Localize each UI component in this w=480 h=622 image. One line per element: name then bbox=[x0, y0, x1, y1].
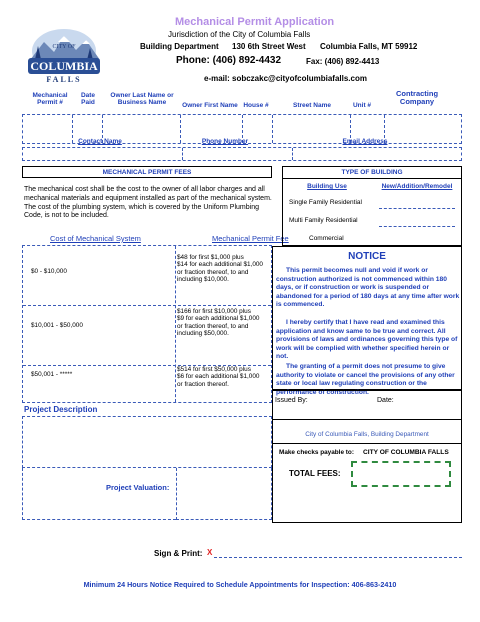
fee-amount: $514 for first $50,000 plus $6 for each additional $1,000 or fraction thereof. bbox=[177, 366, 260, 388]
fee-divider bbox=[175, 246, 176, 402]
fee-heading: Mechanical Permit Fee bbox=[212, 234, 289, 243]
contact-row bbox=[22, 147, 462, 161]
sign-mark: X bbox=[207, 548, 213, 557]
footer-notice: Minimum 24 Hours Notice Required to Schedule Appointments for Inspection: 406-863-2410 bbox=[83, 580, 397, 589]
fee-amount: $166 for first $10,000 plus $9 for each additional $1,000 or fraction thereof, to and including $50,000. bbox=[177, 308, 260, 338]
total-fees-field[interactable] bbox=[351, 461, 451, 487]
issued-by-label: Issued By: bbox=[275, 397, 308, 404]
fee-range: $0 - $10,000 bbox=[31, 268, 67, 275]
col-owner-first: Owner First Name bbox=[182, 102, 238, 109]
fee-range: $50,001 - ***** bbox=[31, 371, 73, 378]
new-addition-heading: New/Addition/Remodel bbox=[381, 183, 453, 190]
issue-date-label: Date: bbox=[377, 397, 394, 404]
col-contact-name: Contact Name bbox=[78, 138, 122, 145]
phone-number-field[interactable] bbox=[183, 148, 293, 160]
logo-line-city: CITY OF bbox=[52, 44, 76, 50]
new-addition-multi-field[interactable] bbox=[379, 215, 455, 227]
logo-line-columbia: COLUMBIA bbox=[30, 59, 98, 73]
fee-row-2 bbox=[23, 306, 271, 366]
email-address-field[interactable] bbox=[293, 148, 461, 160]
issued-by-field[interactable] bbox=[313, 395, 373, 405]
notice-para-1: This permit becomes null and void if work or construction authorized is not commenced within 180 days, or if construction or work is suspended or abandoned for a period of 180 days at any time after work is commenced. bbox=[276, 267, 460, 309]
building-heading-rule bbox=[283, 178, 461, 179]
col-contracting: Contracting Company bbox=[395, 89, 439, 107]
building-heading: TYPE OF BUILDING bbox=[341, 169, 403, 176]
column-headers bbox=[22, 90, 462, 114]
issue-box bbox=[272, 390, 462, 523]
department-email: e-mail: sobczakc@cityofcolumbiafalls.com bbox=[204, 74, 367, 83]
department-phone: Phone: (406) 892-4432 bbox=[176, 55, 282, 66]
building-type-multi: Multi Family Residential bbox=[289, 217, 358, 224]
department-street: 130 6th Street West bbox=[232, 42, 306, 51]
project-description-label: Project Description bbox=[24, 405, 98, 414]
col-unit: Unit # bbox=[352, 102, 372, 109]
col-date-paid: Date Paid bbox=[80, 92, 96, 107]
checks-payable-to: CITY OF COLUMBIA FALLS bbox=[363, 449, 449, 456]
building-type-box bbox=[282, 166, 462, 246]
issue-rule-2 bbox=[273, 443, 461, 444]
col-phone-number: Phone Number bbox=[201, 138, 249, 145]
checks-payable-label: Make checks payable to: bbox=[279, 449, 354, 456]
building-use-heading: Building Use bbox=[307, 183, 347, 190]
jurisdiction-line: Jurisdiction of the City of Columbia Falls bbox=[168, 30, 311, 39]
contact-name-field[interactable] bbox=[23, 148, 183, 160]
fee-row-1 bbox=[23, 246, 271, 306]
project-valuation-field[interactable] bbox=[176, 468, 272, 520]
department-name: Building Department bbox=[140, 42, 219, 51]
project-lower-box bbox=[22, 468, 176, 520]
fee-row-3 bbox=[23, 366, 271, 402]
col-owner: Owner Last Name or Business Name bbox=[110, 92, 174, 107]
department-city: Columbia Falls, MT 59912 bbox=[320, 42, 418, 51]
new-addition-single-field[interactable] bbox=[379, 197, 455, 209]
building-type-single: Single Family Residential bbox=[289, 199, 362, 206]
issue-dept: City of Columbia Falls, Building Department bbox=[305, 431, 429, 438]
total-fees-label: TOTAL FEES: bbox=[289, 469, 341, 478]
issue-rule-1 bbox=[273, 419, 461, 420]
sign-print-label: Sign & Print: bbox=[154, 549, 203, 558]
notice-box bbox=[272, 246, 462, 396]
city-logo bbox=[22, 24, 106, 86]
fee-table bbox=[22, 245, 272, 403]
cost-heading: Cost of Mechanical System bbox=[50, 234, 141, 243]
issue-date-field[interactable] bbox=[397, 395, 457, 405]
fees-heading-box bbox=[22, 166, 272, 178]
logo-line-falls: FALLS bbox=[46, 75, 82, 84]
building-type-commercial: Commercial bbox=[309, 235, 344, 242]
fees-description: The mechanical cost shall be the cost to the owner of all labor charges and all mechanical materials and equipment installed as part of the mechanical system. The cost of the plumbing system, which is covered by the Uniform Plumbing Code, is not to be included. bbox=[24, 186, 272, 220]
new-addition-commercial-field[interactable] bbox=[379, 233, 455, 245]
project-valuation-label: Project Valuation: bbox=[106, 483, 170, 492]
project-description-field[interactable] bbox=[22, 416, 272, 468]
col-house: House # bbox=[243, 102, 269, 109]
fee-range: $10,001 - $50,000 bbox=[31, 322, 83, 329]
sign-print-field[interactable] bbox=[214, 546, 462, 558]
col-email-address: Email Address bbox=[342, 138, 388, 145]
form-title: Mechanical Permit Application bbox=[175, 16, 335, 28]
notice-heading: NOTICE bbox=[348, 251, 386, 262]
col-street-name: Street Name bbox=[293, 102, 331, 109]
col-mech-permit: Mechanical Permit # bbox=[32, 92, 68, 107]
department-fax: Fax: (406) 892-4413 bbox=[306, 57, 380, 66]
notice-para-3: The granting of a permit does not presume to give authority to violate or cancel the provisions of any other state or local law regulating construction or the performance of construction. bbox=[276, 363, 455, 396]
fees-heading: MECHANICAL PERMIT FEES bbox=[102, 169, 192, 176]
notice-para-2: I hereby certify that I have read and examined this application and know same to be true and correct. All provisions of laws and ordinances governing this type of work will be complied with whether specified herein or not. bbox=[276, 319, 458, 361]
fee-amount: $48 for first $1,000 plus $14 for each additional $1,000 or fraction thereof, to and including $10,000. bbox=[177, 254, 263, 284]
